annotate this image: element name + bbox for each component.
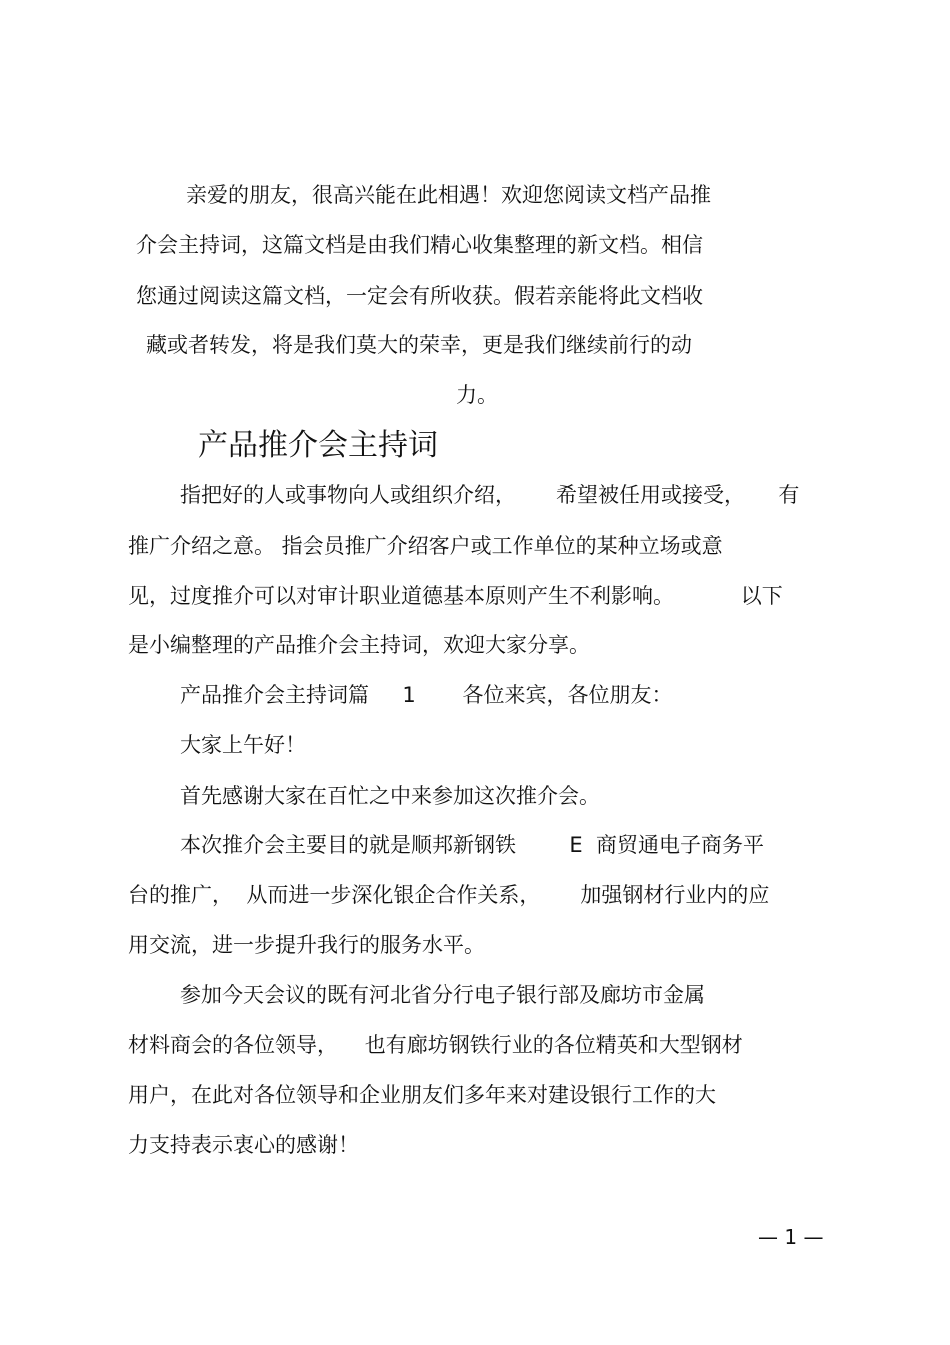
page-number: — 1 — (758, 1225, 824, 1249)
body-line: 用户，在此对各位领导和企业朋友们多年来对建设银行工作的大 (128, 1083, 716, 1107)
body-line: 台的推广， 从而进一步深化银企合作关系， 加强钢材行业内的应 (128, 883, 770, 907)
intro-line-1: 亲爱的朋友，很高兴能在此相遇！欢迎您阅读文档产品推 (186, 183, 711, 207)
body-line: 本次推介会主要目的就是顺邦新钢铁 E 商贸通电子商务平 (180, 833, 765, 857)
body-line: 材料商会的各位领导， 也有廊坊钢铁行业的各位精英和大型钢材 (128, 1033, 743, 1057)
body-line: 首先感谢大家在百忙之中来参加这次推介会。 (180, 784, 600, 808)
intro-line-4: 藏或者转发，将是我们莫大的荣幸，更是我们继续前行的动 (146, 333, 692, 357)
body-line: 是小编整理的产品推介会主持词，欢迎大家分享。 (128, 633, 590, 657)
body-line: 推广介绍之意。 指会员推广介绍客户或工作单位的某种立场或意 (128, 534, 723, 558)
intro-line-2: 介会主持词，这篇文档是由我们精心收集整理的新文档。相信 (136, 233, 703, 257)
body-line: 产品推介会主持词篇 1 各位来宾，各位朋友： (180, 683, 673, 707)
body-line: 见，过度推介可以对审计职业道德基本原则产生不利影响。 以下 (128, 584, 783, 608)
document-title: 产品推介会主持词 (198, 428, 438, 463)
body-line: 力支持表示衷心的感谢！ (128, 1133, 359, 1157)
body-line: 参加今天会议的既有河北省分行电子银行部及廊坊市金属 (180, 983, 705, 1007)
body-line: 指把好的人或事物向人或组织介绍， 希望被任用或接受， 有 (180, 483, 800, 507)
body-line: 大家上午好！ (180, 733, 306, 757)
body-line: 用交流，进一步提升我行的服务水平。 (128, 933, 485, 957)
intro-line-3: 您通过阅读这篇文档，一定会有所收获。假若亲能将此文档收 (136, 284, 703, 308)
intro-line-5: 力。 (456, 383, 498, 407)
